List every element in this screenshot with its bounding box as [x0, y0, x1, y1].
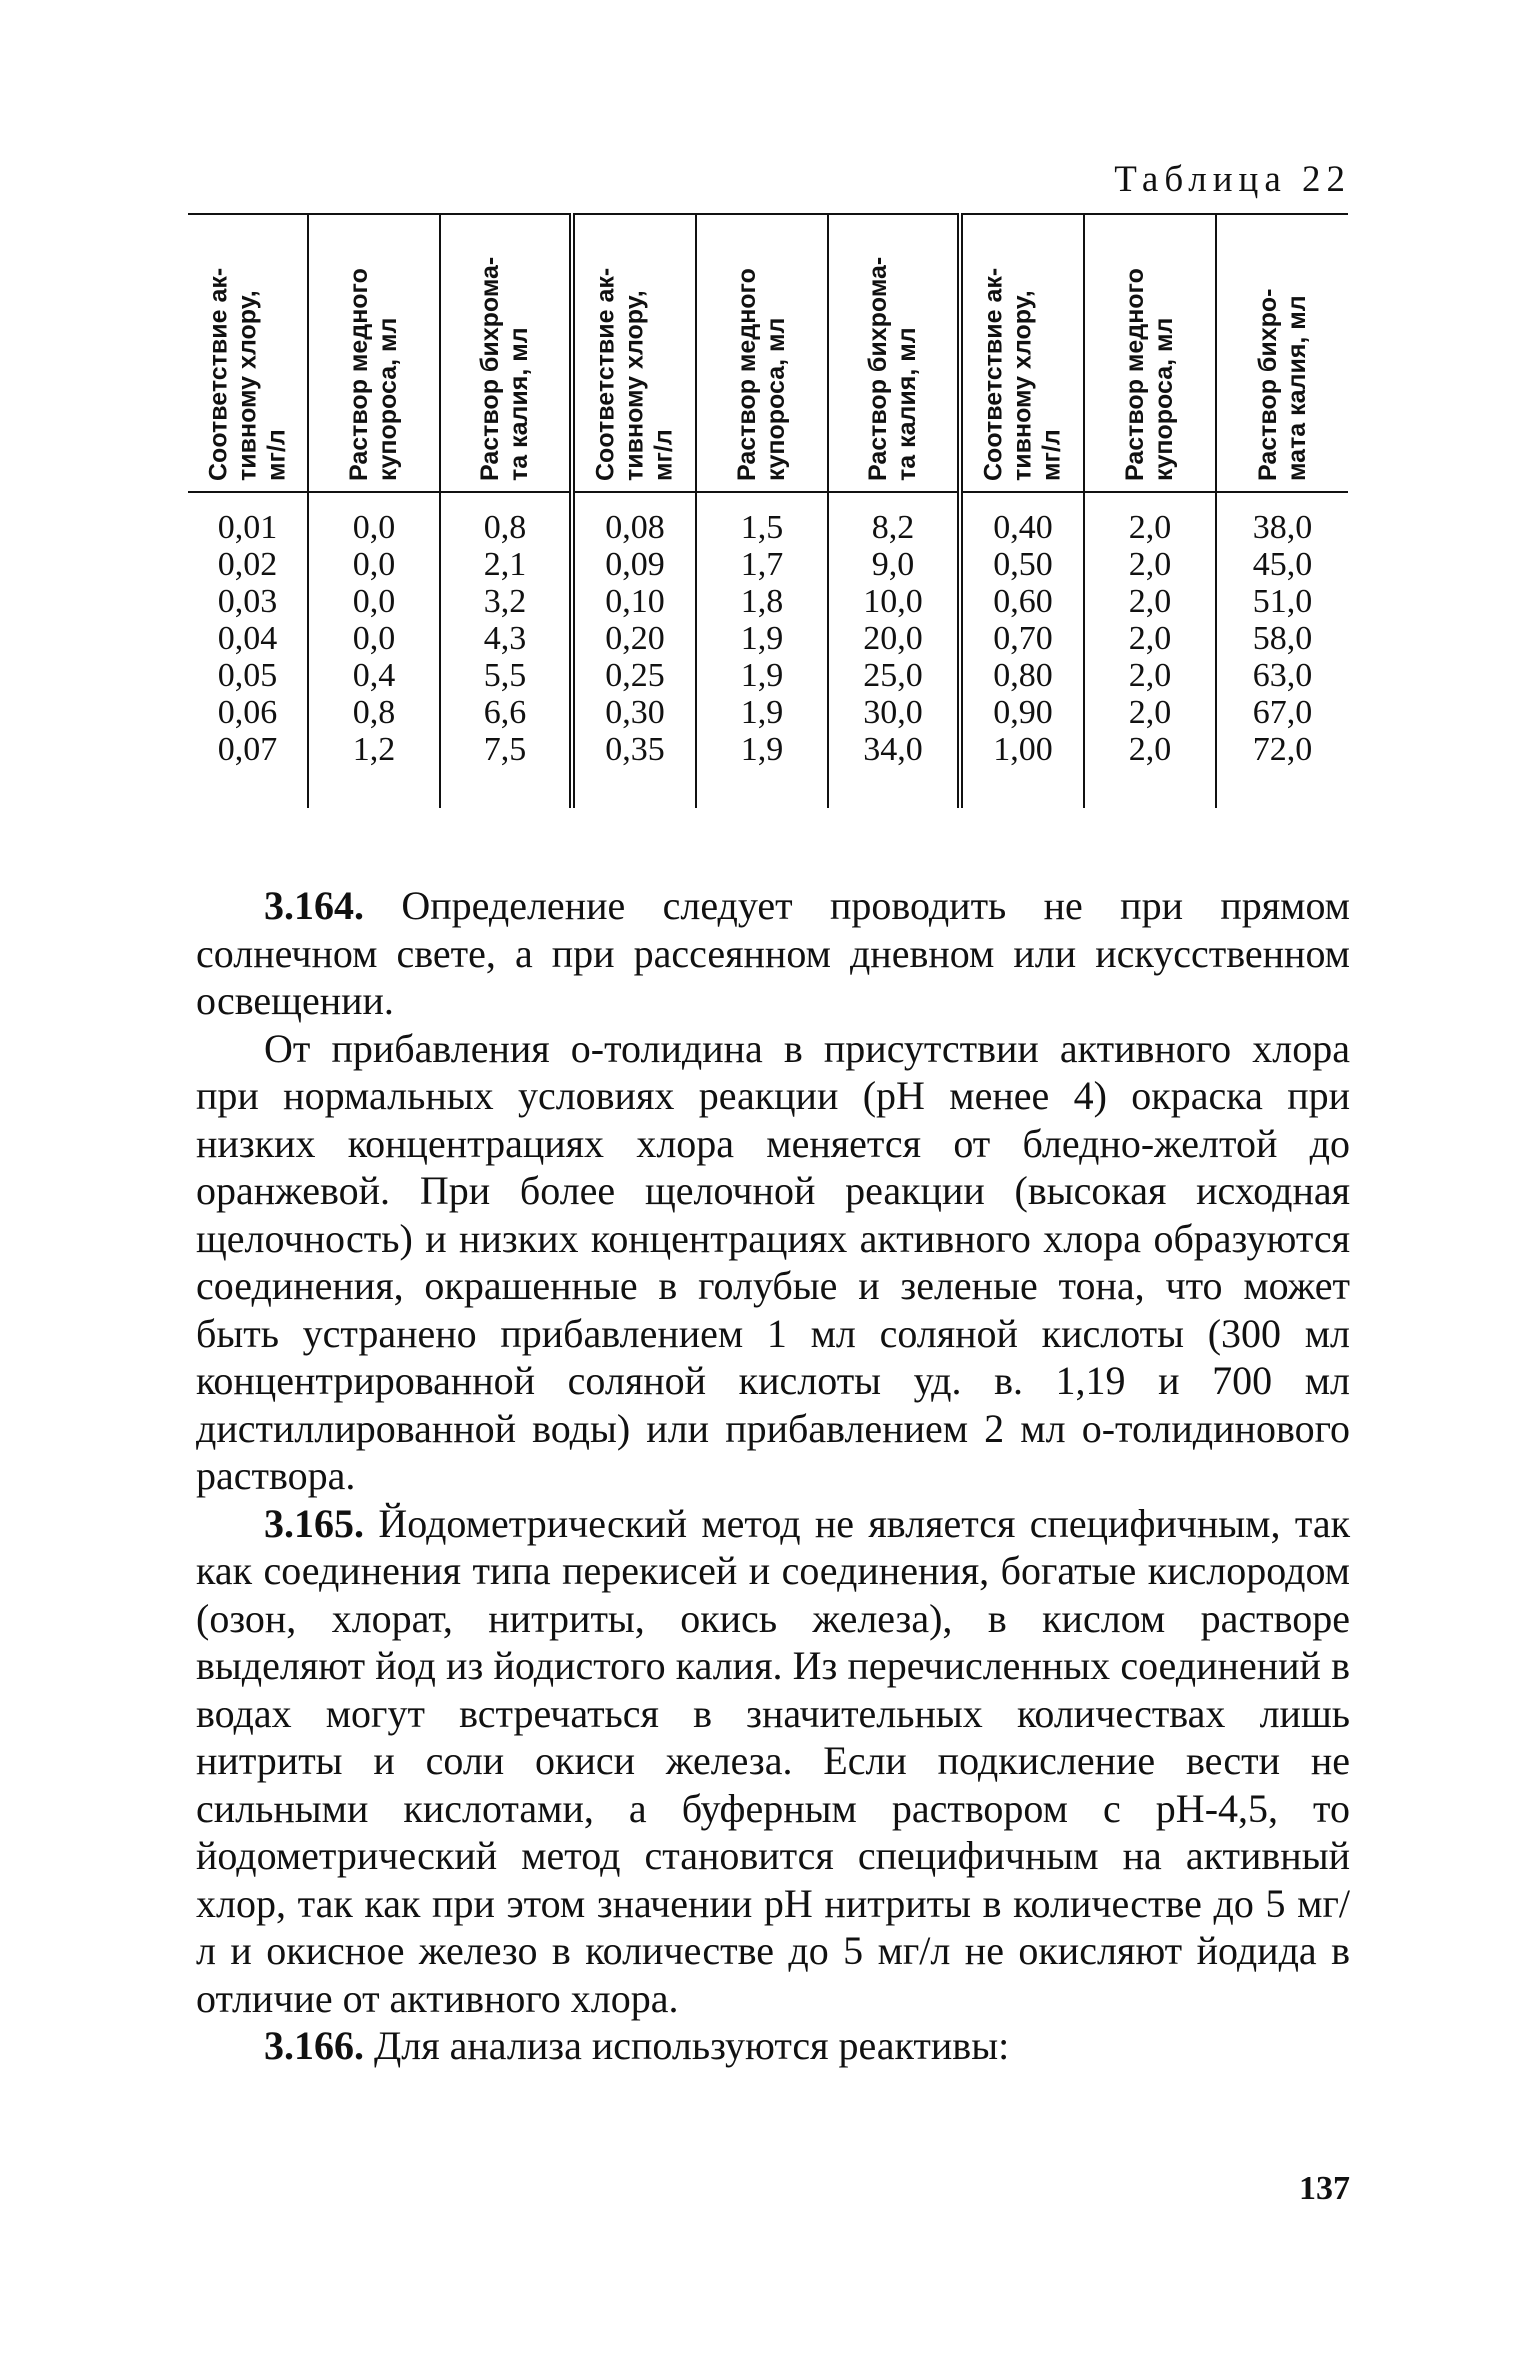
page-number: 137 [1299, 2170, 1350, 2207]
header-cell [1216, 214, 1348, 492]
table-column-values: 0,0 0,0 0,0 0,0 0,4 0,8 1,2 [308, 492, 440, 808]
table-caption: Таблица 22 [1114, 159, 1351, 200]
header-label: Раствор бихрома- та калия, мл [864, 256, 921, 481]
section-number: 3.164. [264, 883, 364, 928]
table-column-values: 0,01 0,02 0,03 0,04 0,05 0,06 0,07 [217, 509, 278, 768]
paragraph [196, 1025, 1350, 1500]
header-label: Раствор бихрома- та калия, мл [476, 256, 533, 481]
table-column-values: 1,5 1,7 1,8 1,9 1,9 1,9 1,9 [696, 492, 828, 808]
data-table [188, 213, 1348, 808]
paragraph-text: Определение следует проводить не при прямом солнечном свете, а при рассеянном дневном или искусственном освещении. [196, 883, 1350, 1023]
paragraph-text: Йодометрический метод не является специфичным, так как соединения типа перекисей и соединения, богатые кислородом (озон, хлорат, нитриты, окись железа), в кислом растворе выделяют йод из йодистого калия. Из перечисленных соединений в водах могут встречаться в значительных количествах лишь нитриты и соли окиси железа. Если подкисление вести не сильными кислотами, а буферным раствором с рН-4,5, то йодометрический метод становится специфичным на активный хлор, так как при этом значении рН нитриты в количестве до 5 мг/л и окисное железо в количестве до 5 мг/л не окисляют йодида в отличие от активного хлора. [196, 1500, 1350, 2021]
paragraph [196, 1500, 1350, 2023]
table-column-values: 0,08 0,09 0,10 0,20 0,25 0,30 0,35 [572, 492, 696, 808]
table-column-values: 2,0 2,0 2,0 2,0 2,0 2,0 2,0 [1084, 492, 1216, 808]
header-cell [1084, 214, 1216, 492]
paragraph-text: Для анализа используются реактивы: [364, 2023, 1010, 2068]
header-label: Соответствие ак- тивному хлору, мг/л [204, 267, 290, 481]
paragraph [196, 2022, 1350, 2070]
body-text [196, 882, 1350, 2070]
section-number: 3.166. [264, 2023, 364, 2068]
header-cell [188, 214, 308, 492]
header-label: Раствор бихро- мата калия, мл [1253, 288, 1311, 481]
header-label: Соответствие ак- тивному хлору, мг/л [591, 267, 678, 481]
header-cell [440, 214, 572, 492]
header-cell [308, 214, 440, 492]
paragraph [196, 882, 1350, 1025]
header-label: Соответствие ак- тивному хлору, мг/л [979, 267, 1066, 481]
table-column-values: 38,0 45,0 51,0 58,0 63,0 67,0 72,0 [1216, 492, 1348, 808]
table-column-values: 8,2 9,0 10,0 20,0 25,0 30,0 34,0 [828, 492, 960, 808]
header-label: Раствор медного купороса, мл [345, 268, 402, 481]
table-column-values: 0,8 2,1 3,2 4,3 5,5 6,6 7,5 [440, 492, 572, 808]
table-body-row [188, 492, 1348, 808]
table-column-values: 0,40 0,50 0,60 0,70 0,80 0,90 1,00 [960, 492, 1084, 808]
header-label: Раствор медного купороса, мл [733, 268, 790, 481]
header-cell [828, 214, 960, 492]
header-cell [572, 214, 696, 492]
header-label: Раствор медного купороса, мл [1121, 268, 1178, 481]
table-header-row [188, 214, 1348, 492]
header-cell [696, 214, 828, 492]
section-number: 3.165. [264, 1500, 364, 1546]
header-cell [960, 214, 1084, 492]
paragraph-text: От прибавления о-толидина в присутствии активного хлора при нормальных условиях реакции (рН менее 4) окраска при низких концентрациях хлора меняется от бледно-желтой до оранжевой. При более щелочной реакции (высокая исходная щелочность) и низких концентрациях активного хлора образуются соединения, окрашенные в голубые и зеленые тона, что может быть устранено прибавлением 1 мл соляной кислоты (300 мл концентрированной соляной кислоты уд. в. 1,19 и 700 мл дистиллированной воды) или прибавлением 2 мл о-толидинового раствора. [196, 1025, 1350, 1498]
